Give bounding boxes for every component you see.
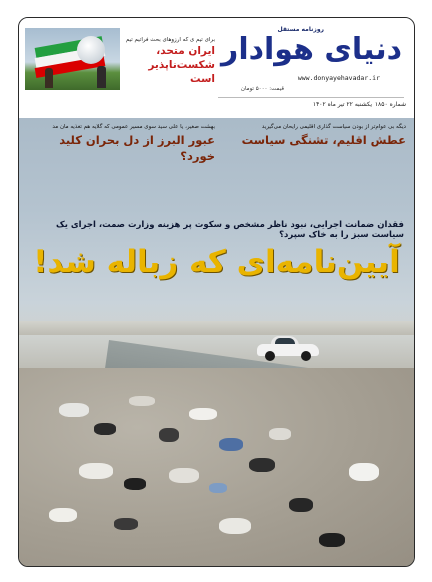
trash-bag — [189, 408, 217, 420]
teaser-headline-line-1: ایران متحد، — [156, 45, 215, 57]
story-alborz — [29, 123, 215, 164]
masthead — [216, 26, 406, 114]
trash-bag — [209, 483, 227, 493]
trash-bag — [129, 396, 155, 406]
story-climate — [220, 123, 406, 148]
trash-bag — [114, 518, 138, 530]
masthead-kicker: روزنامه مستقل — [277, 26, 324, 33]
trash-bag — [249, 458, 275, 472]
trash-bag — [49, 508, 77, 522]
teaser-kicker: برای تیم ی که ارزوهای بحث فراتیم تیم — [125, 37, 215, 43]
story-kicker: بهشت صغیر، یا علی سید سوی مسیر عمومی که گلایه هم تغذیه مان مد — [52, 124, 215, 130]
trash-bag — [79, 463, 113, 479]
trash-bag — [349, 463, 379, 481]
littered-ground — [19, 368, 414, 566]
football-image — [77, 36, 105, 64]
car-wheel — [265, 351, 275, 361]
story-headline: عطش اقلیم، تشنگی سیاست — [241, 133, 406, 147]
price: قیمت: ۵۰۰۰ تومان — [240, 86, 284, 92]
white-car — [257, 336, 319, 360]
main-headline: آیین‌نامه‌ای که زباله شد! — [33, 244, 400, 280]
issue-number: شماره ۱۸۵۰ — [374, 101, 406, 108]
story-kicker: دیگه بی عوام‌تر از بودن سیاست گذاری اقلیمی رایحان می‌گیرید — [261, 124, 406, 130]
trash-bag — [219, 438, 243, 451]
teaser-headline-line-2: شکست‌ناپذیر است — [148, 59, 215, 85]
issue-date: یکشنبه ۲۲ تیر ماه ۱۴۰۲ — [312, 101, 372, 108]
teaser-story — [123, 36, 215, 86]
teaser-photo — [25, 28, 120, 90]
secondary-stories-row — [19, 120, 414, 170]
masthead-divider — [218, 97, 404, 98]
player-figure — [45, 68, 53, 88]
trash-bag — [94, 423, 116, 435]
trash-bag — [159, 428, 179, 442]
car-wheel — [301, 351, 311, 361]
trash-bag — [289, 498, 313, 512]
trash-bag — [219, 518, 251, 534]
header-area — [19, 18, 414, 118]
trash-bag — [319, 533, 345, 547]
newspaper-title: دنیای هوادار — [221, 32, 402, 67]
story-headline: عبور البرز از دل بحران کلید خورد؟ — [59, 133, 215, 163]
trash-bag — [124, 478, 146, 490]
horizon-haze — [19, 321, 414, 335]
trash-bag — [269, 428, 291, 440]
trash-bag — [59, 403, 89, 417]
main-story-kicker: فقدان ضمانت اجرایی، نبود ناظر مشخص و سکوت پر هزینه وزارت صمت، اجرای یک سیاست سبز را به خاک سپرد؟ — [56, 220, 404, 240]
player-figure — [97, 66, 106, 88]
newspaper-cover — [18, 17, 415, 567]
website-url: www.donyayehavadar.ir — [297, 74, 380, 82]
trash-bag — [169, 468, 199, 483]
